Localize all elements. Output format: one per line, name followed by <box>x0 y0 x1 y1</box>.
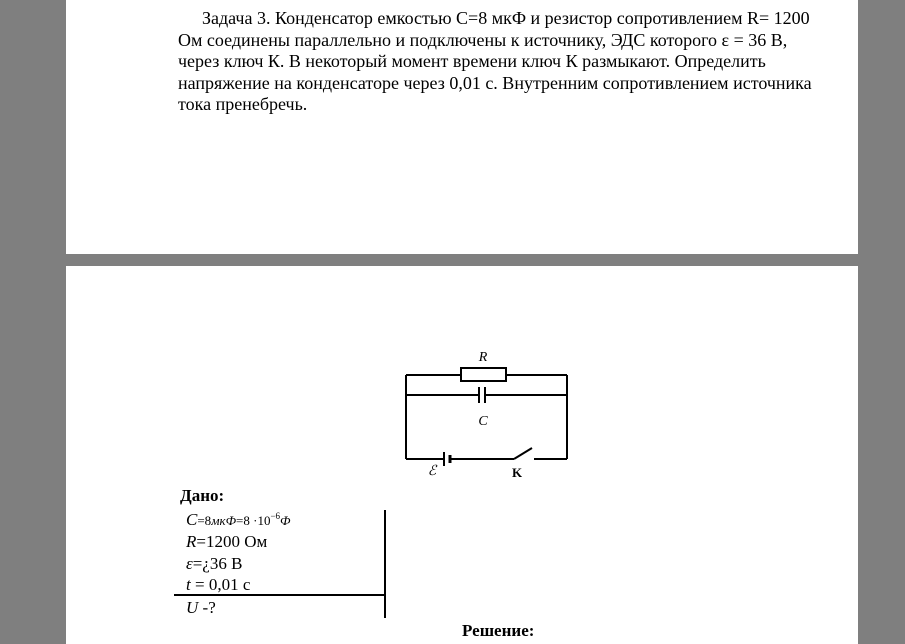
capacitor-label: C <box>478 414 488 429</box>
key-lever <box>514 448 532 459</box>
solution-title: Решение: <box>462 621 535 640</box>
c-eq2: =8 ·10 <box>236 513 271 528</box>
c-unit: мкФ <box>211 513 237 528</box>
r-variable: R <box>186 532 197 551</box>
given-horizontal-divider <box>174 594 386 596</box>
given-title: Дано: <box>180 486 225 505</box>
r-value: =1200 Ом <box>196 532 268 551</box>
key-label: K <box>511 465 523 480</box>
resistor-label: R <box>478 350 488 365</box>
c-exponent: −6 <box>270 511 281 521</box>
t-value: = 0,01 с <box>190 575 251 594</box>
given-capacitance <box>186 510 291 530</box>
circuit-diagram <box>404 344 574 480</box>
c-variable: C <box>186 510 198 529</box>
c-eq1: =8 <box>197 513 212 528</box>
resistor-symbol <box>461 368 506 381</box>
e-variable: ε <box>186 554 193 573</box>
c-unit2: Ф <box>280 513 291 528</box>
u-value: -? <box>198 598 216 617</box>
problem-statement: Задача 3. Конденсатор емкостью С=8 мкФ и резистор сопротивлением R= 1200 Ом соединены параллельно и подключены к источнику, ЭДС которого ε = 36 В, через ключ К. В некоторый момент времени ключ К размыкают. Определить напряжение на конденсаторе через 0,01 с. Внутренним сопротивлением источника тока пренебречь. <box>178 8 812 114</box>
u-variable: U <box>186 598 199 617</box>
given-time <box>186 575 250 595</box>
source-label: ℰ <box>427 464 437 479</box>
document-page-2 <box>66 266 858 644</box>
e-value: =¿36 В <box>192 554 243 573</box>
given-emf <box>186 554 242 574</box>
t-variable: t <box>186 575 191 594</box>
given-resistance <box>186 532 267 552</box>
unknown-voltage <box>186 598 216 618</box>
given-vertical-divider <box>384 510 386 618</box>
document-page-1 <box>66 0 858 254</box>
